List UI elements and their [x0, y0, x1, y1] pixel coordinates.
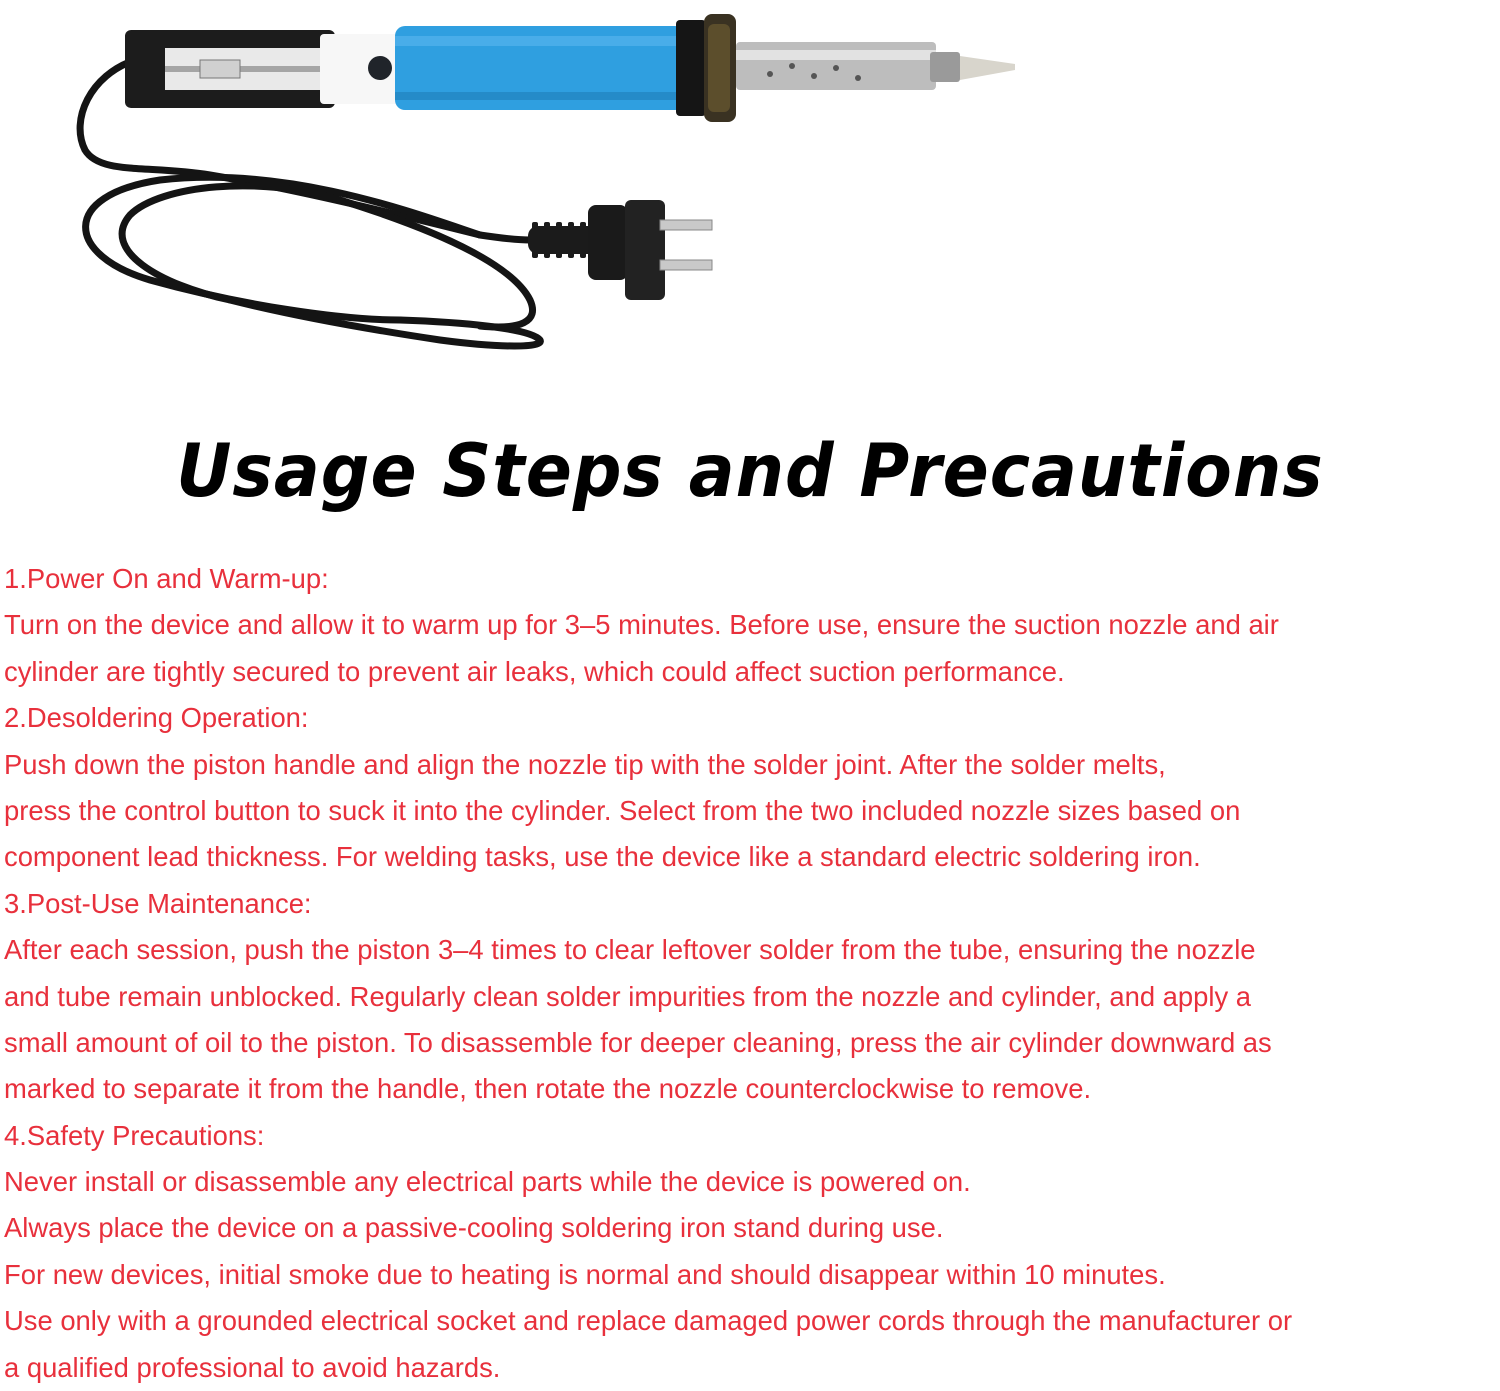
paragraph-line: Always place the device on a passive-cooling soldering iron stand during use. — [4, 1212, 944, 1244]
nozzle-tip-icon — [960, 56, 1015, 80]
paragraph-line: After each session, push the piston 3–4 times to clear leftover solder from the tube, ensuring the nozzle — [4, 934, 1256, 966]
section-heading-maintenance: 3.Post-Use Maintenance: — [4, 887, 312, 919]
paragraph-line: and tube remain unblocked. Regularly clean solder impurities from the nozzle and cylinder, and apply a — [4, 980, 1251, 1012]
section-heading-power-on: 1.Power On and Warm-up: — [4, 563, 329, 594]
strain-relief — [528, 222, 598, 258]
control-button-icon — [368, 56, 392, 80]
plug-icon — [588, 200, 712, 300]
paragraph-line: Never install or disassemble any electrical parts while the device is powered on. — [4, 1166, 971, 1198]
paragraph-line: marked to separate it from the handle, then rotate the nozzle counterclockwise to remove. — [4, 1073, 1092, 1105]
pump-body — [125, 14, 1015, 122]
paragraph-line: a qualified professional to avoid hazards. — [4, 1351, 501, 1383]
paragraph-line: Push down the piston handle and align the nozzle tip with the solder joint. After the solder melts, — [4, 748, 1166, 780]
paragraph-line: For new devices, initial smoke due to heating is normal and should disappear within 10 minutes. — [4, 1258, 1166, 1290]
paragraph-line: cylinder are tightly secured to prevent air leaks, which could affect suction performance. — [4, 655, 1065, 687]
paragraph-line: component lead thickness. For welding tasks, use the device like a standard electric soldering iron. — [4, 841, 1201, 873]
section-heading-desoldering: 2.Desoldering Operation: — [4, 702, 309, 734]
paragraph-line: press the control button to suck it into the cylinder. Select from the two included nozzle sizes based on — [4, 794, 1241, 826]
paragraph-line: Turn on the device and allow it to warm up for 3–5 minutes. Before use, ensure the suction nozzle and air — [4, 609, 1279, 641]
paragraph-line: Use only with a grounded electrical socket and replace damaged power cords through the manufacturer or — [4, 1305, 1293, 1337]
instructions-body — [4, 556, 1498, 1391]
desoldering-pump-image — [40, 0, 1020, 380]
section-heading-safety: 4.Safety Precautions: — [4, 1119, 265, 1151]
paragraph-line: small amount of oil to the piston. To disassemble for deeper cleaning, press the air cylinder downward as — [4, 1026, 1272, 1058]
page-title: Usage Steps and Precautions — [176, 428, 1324, 515]
